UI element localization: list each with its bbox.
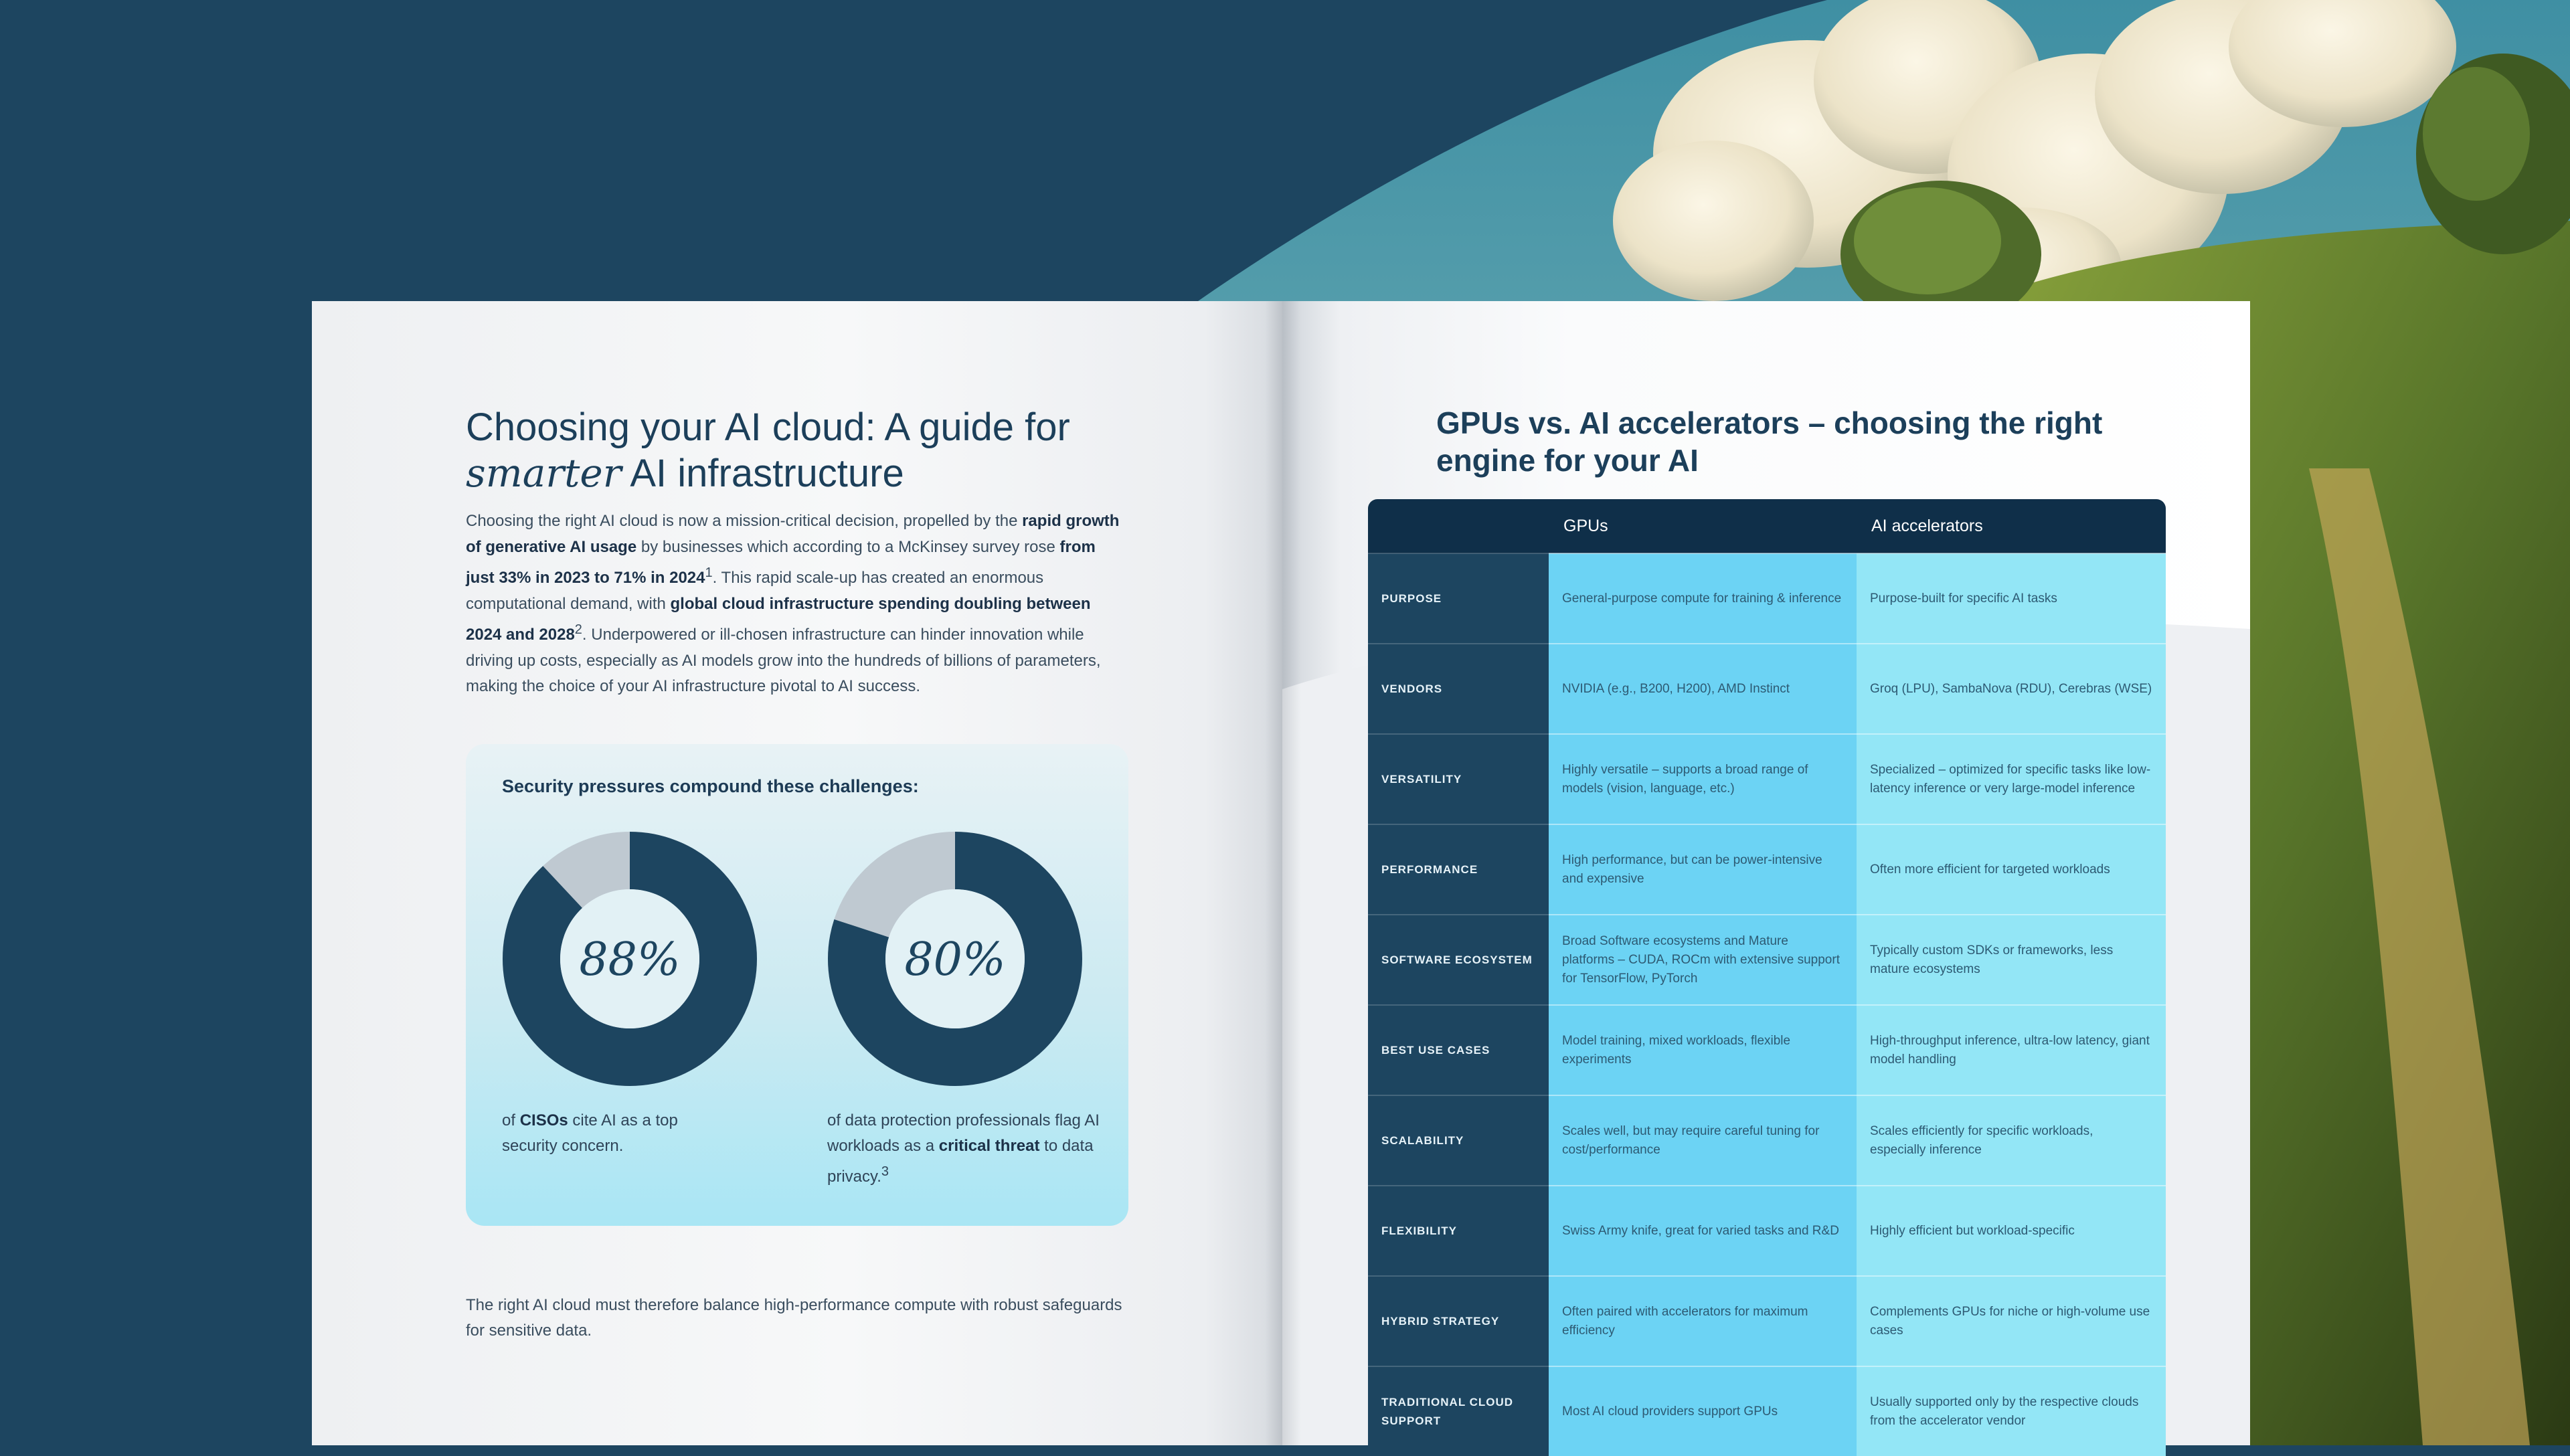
- gpu-cell: Scales well, but may require careful tuning for cost/performance: [1549, 1095, 1857, 1186]
- title-italic-word: smarter: [466, 450, 622, 496]
- stat-value: 88%: [579, 933, 681, 986]
- gpu-cell: Often paired with accelerators for maximum efficiency: [1549, 1276, 1857, 1366]
- accelerator-cell: Highly efficient but workload-specific: [1857, 1186, 2166, 1276]
- gpu-cell: Model training, mixed workloads, flexible experiments: [1549, 1005, 1857, 1095]
- table-row: [1368, 644, 2166, 734]
- header-blank: [1368, 499, 1549, 553]
- gpu-cell: Broad Software ecosystems and Mature platforms – CUDA, ROCm with extensive support for TensorFlow, PyTorch: [1549, 915, 1857, 1005]
- gpu-cell: High performance, but can be power-intensive and expensive: [1549, 824, 1857, 915]
- accelerator-cell: High-throughput inference, ultra-low latency, giant model handling: [1857, 1005, 2166, 1095]
- right-page-title: GPUs vs. AI accelerators – choosing the right engine for your AI: [1436, 405, 2103, 478]
- stat-value: 80%: [904, 933, 1006, 986]
- security-stats-card: [466, 744, 1128, 1226]
- header-gpus: GPUs: [1549, 499, 1857, 553]
- donut-chart-cisos: [502, 831, 758, 1087]
- closing-paragraph: The right AI cloud must therefore balance high-performance compute with robust safeguards for sensitive data.: [466, 1296, 1122, 1340]
- accelerator-cell: Usually supported only by the respective clouds from the accelerator vendor: [1857, 1366, 2166, 1456]
- row-label: TRADITIONAL CLOUD SUPPORT: [1368, 1366, 1549, 1456]
- donut-chart-data-protection: [827, 831, 1083, 1087]
- intro-paragraph: Choosing the right AI cloud is now a mission-critical decision, propelled by the rapid growth of generative AI usage by businesses which according to a McKinsey survey rose from just 33% in 2023 to 71% in 2024$^1$. This rapid scale-up has created an enormous computational demand, with global cloud infrastructure spending doubling between 2024 and 2028$^2$. Underpowered or ill-chosen infrastructure can hinder innovation while driving up costs, especially as AI models grow into the hundreds of billions of parameters, making the choice of your AI infrastructure pivotal to AI success.: [466, 512, 1120, 695]
- row-label: FLEXIBILITY: [1368, 1186, 1549, 1276]
- row-label: SOFTWARE ECOSYSTEM: [1368, 915, 1549, 1005]
- row-label: VENDORS: [1368, 644, 1549, 734]
- gpu-vs-accelerator-table: [1368, 499, 2166, 1456]
- title-line-2: AI infrastructure: [621, 451, 904, 495]
- table-row: [1368, 553, 2166, 644]
- accelerator-cell: Purpose-built for specific AI tasks: [1857, 553, 2166, 644]
- row-label: VERSATILITY: [1368, 734, 1549, 824]
- gpu-cell: Most AI cloud providers support GPUs: [1549, 1366, 1857, 1456]
- stat-caption-cisos: of CISOs cite AI as a top security concern.: [502, 1111, 678, 1155]
- table-row: [1368, 1186, 2166, 1276]
- left-page-title: [466, 405, 1202, 496]
- table-row: [1368, 1005, 2166, 1095]
- accelerator-cell: Complements GPUs for niche or high-volume use cases: [1857, 1276, 2166, 1366]
- row-label: HYBRID STRATEGY: [1368, 1276, 1549, 1366]
- row-label: PERFORMANCE: [1368, 824, 1549, 915]
- row-label: BEST USE CASES: [1368, 1005, 1549, 1095]
- accelerator-cell: Scales efficiently for specific workloads, especially inference: [1857, 1095, 2166, 1186]
- row-label: SCALABILITY: [1368, 1095, 1549, 1186]
- header-accelerators: AI accelerators: [1857, 499, 2166, 553]
- table-row: [1368, 1095, 2166, 1186]
- gpu-cell: NVIDIA (e.g., B200, H200), AMD Instinct: [1549, 644, 1857, 734]
- gpu-cell: General-purpose compute for training & inference: [1549, 553, 1857, 644]
- accelerator-cell: Specialized – optimized for specific tasks like low-latency inference or very large-model inference: [1857, 734, 2166, 824]
- table-row: [1368, 1276, 2166, 1366]
- stat-caption-data-protection: of data protection professionals flag AI workloads as a critical threat to data privacy.$^3$: [827, 1111, 1100, 1186]
- table-header-row: [1368, 499, 2166, 553]
- table-row: [1368, 1366, 2166, 1456]
- gpu-cell: Highly versatile – supports a broad range of models (vision, language, etc.): [1549, 734, 1857, 824]
- book-spine: [1265, 301, 1301, 1445]
- card-heading: Security pressures compound these challenges:: [502, 776, 919, 796]
- table-row: [1368, 734, 2166, 824]
- table-row: [1368, 915, 2166, 1005]
- accelerator-cell: Often more efficient for targeted workloads: [1857, 824, 2166, 915]
- row-label: PURPOSE: [1368, 553, 1549, 644]
- gpu-cell: Swiss Army knife, great for varied tasks and R&D: [1549, 1186, 1857, 1276]
- accelerator-cell: Typically custom SDKs or frameworks, less mature ecosystems: [1857, 915, 2166, 1005]
- table-row: [1368, 824, 2166, 915]
- accelerator-cell: Groq (LPU), SambaNova (RDU), Cerebras (WSE): [1857, 644, 2166, 734]
- title-line-1: Choosing your AI cloud: A guide for: [466, 405, 1070, 449]
